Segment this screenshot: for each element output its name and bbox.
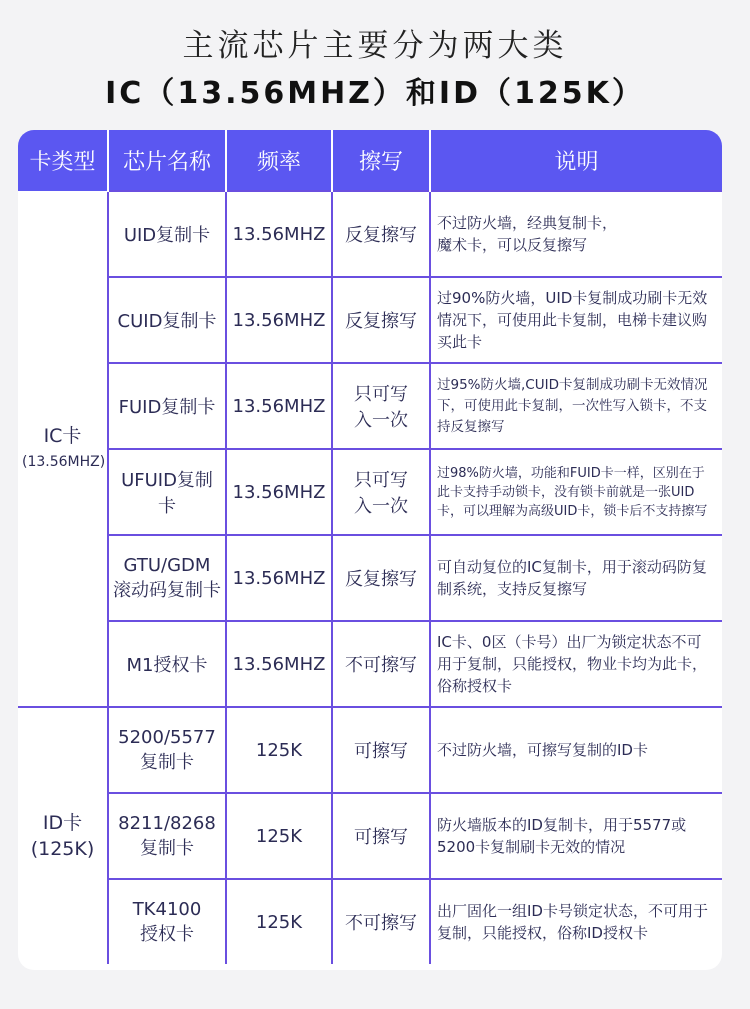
chip-frequency: 13.56MHZ bbox=[226, 449, 332, 535]
chip-name: M1授权卡 bbox=[108, 621, 226, 707]
chip-name: GTU/GDM 滚动码复制卡 bbox=[108, 535, 226, 621]
table-row bbox=[18, 793, 722, 879]
header-description: 说明 bbox=[430, 130, 722, 191]
chip-description: 过95%防火墙,CUID卡复制成功刷卡无效情况下，可使用此卡复制，一次性写入锁卡，不支持反复擦写 bbox=[430, 363, 722, 449]
chip-description: 出厂固化一组ID卡号锁定状态，不可用于复制，只能授权，俗称ID授权卡 bbox=[430, 879, 722, 964]
chip-rewrite: 反复擦写 bbox=[332, 191, 430, 277]
chip-frequency: 125K bbox=[226, 707, 332, 793]
chip-table-card bbox=[18, 130, 722, 970]
table-row bbox=[18, 449, 722, 535]
table-row bbox=[18, 277, 722, 363]
chip-frequency: 125K bbox=[226, 879, 332, 964]
chip-rewrite: 反复擦写 bbox=[332, 277, 430, 363]
table-header-row bbox=[18, 130, 722, 191]
chip-table bbox=[18, 130, 722, 964]
chip-name: CUID复制卡 bbox=[108, 277, 226, 363]
header-chip-name: 芯片名称 bbox=[108, 130, 226, 191]
chip-name: FUID复制卡 bbox=[108, 363, 226, 449]
table-row bbox=[18, 363, 722, 449]
ic-group-name: IC卡 bbox=[43, 424, 82, 447]
chip-name: UFUID复制卡 bbox=[108, 449, 226, 535]
chip-rewrite: 只可写 入一次 bbox=[332, 363, 430, 449]
chip-rewrite: 反复擦写 bbox=[332, 535, 430, 621]
header-frequency: 频率 bbox=[226, 130, 332, 191]
chip-name: TK4100 授权卡 bbox=[108, 879, 226, 964]
id-group-name: ID卡 bbox=[42, 812, 83, 834]
table-row bbox=[18, 535, 722, 621]
ic-group-freq: (13.56MHZ) bbox=[22, 453, 106, 470]
id-group-freq: (125K) bbox=[30, 838, 95, 860]
chip-name: UID复制卡 bbox=[108, 191, 226, 277]
chip-frequency: 13.56MHZ bbox=[226, 363, 332, 449]
chip-description: 过98%防火墙，功能和FUID卡一样，区别在于此卡支持手动锁卡，没有锁卡前就是一张UID卡，可以理解为高级UID卡，锁卡后不支持擦写 bbox=[430, 449, 722, 535]
chip-description: 不过防火墙，可擦写复制的ID卡 bbox=[430, 707, 722, 793]
chip-frequency: 13.56MHZ bbox=[226, 621, 332, 707]
table-row bbox=[18, 707, 722, 793]
chip-name: 5200/5577 复制卡 bbox=[108, 707, 226, 793]
chip-rewrite: 不可擦写 bbox=[332, 879, 430, 964]
table-row bbox=[18, 879, 722, 964]
table-row bbox=[18, 191, 722, 277]
chip-rewrite: 只可写 入一次 bbox=[332, 449, 430, 535]
chip-description: 不过防火墙，经典复制卡， 魔术卡，可以反复擦写 bbox=[430, 191, 722, 277]
chip-rewrite: 可擦写 bbox=[332, 707, 430, 793]
id-group-cell bbox=[18, 707, 108, 964]
chip-description: IC卡、0区（卡号）出厂为锁定状态不可用于复制，只能授权，物业卡均为此卡，俗称授权卡 bbox=[430, 621, 722, 707]
chip-frequency: 125K bbox=[226, 793, 332, 879]
chip-description: 过90%防火墙，UID卡复制成功刷卡无效情况下，可使用此卡复制，电梯卡建议购买此卡 bbox=[430, 277, 722, 363]
page-subtitle: IC（13.56MHZ）和ID（125K） bbox=[105, 76, 645, 111]
page-title: 主流芯片主要分为两大类 bbox=[182, 28, 568, 64]
ic-group-cell bbox=[18, 191, 108, 707]
header-card-type: 卡类型 bbox=[18, 130, 108, 191]
chip-frequency: 13.56MHZ bbox=[226, 191, 332, 277]
chip-rewrite: 不可擦写 bbox=[332, 621, 430, 707]
chip-frequency: 13.56MHZ bbox=[226, 277, 332, 363]
chip-frequency: 13.56MHZ bbox=[226, 535, 332, 621]
chip-name: 8211/8268 复制卡 bbox=[108, 793, 226, 879]
chip-rewrite: 可擦写 bbox=[332, 793, 430, 879]
table-row bbox=[18, 621, 722, 707]
header-rewrite: 擦写 bbox=[332, 130, 430, 191]
chip-description: 防火墙版本的ID复制卡，用于5577或5200卡复制刷卡无效的情况 bbox=[430, 793, 722, 879]
chip-description: 可自动复位的IC复制卡，用于滚动码防复制系统，支持反复擦写 bbox=[430, 535, 722, 621]
